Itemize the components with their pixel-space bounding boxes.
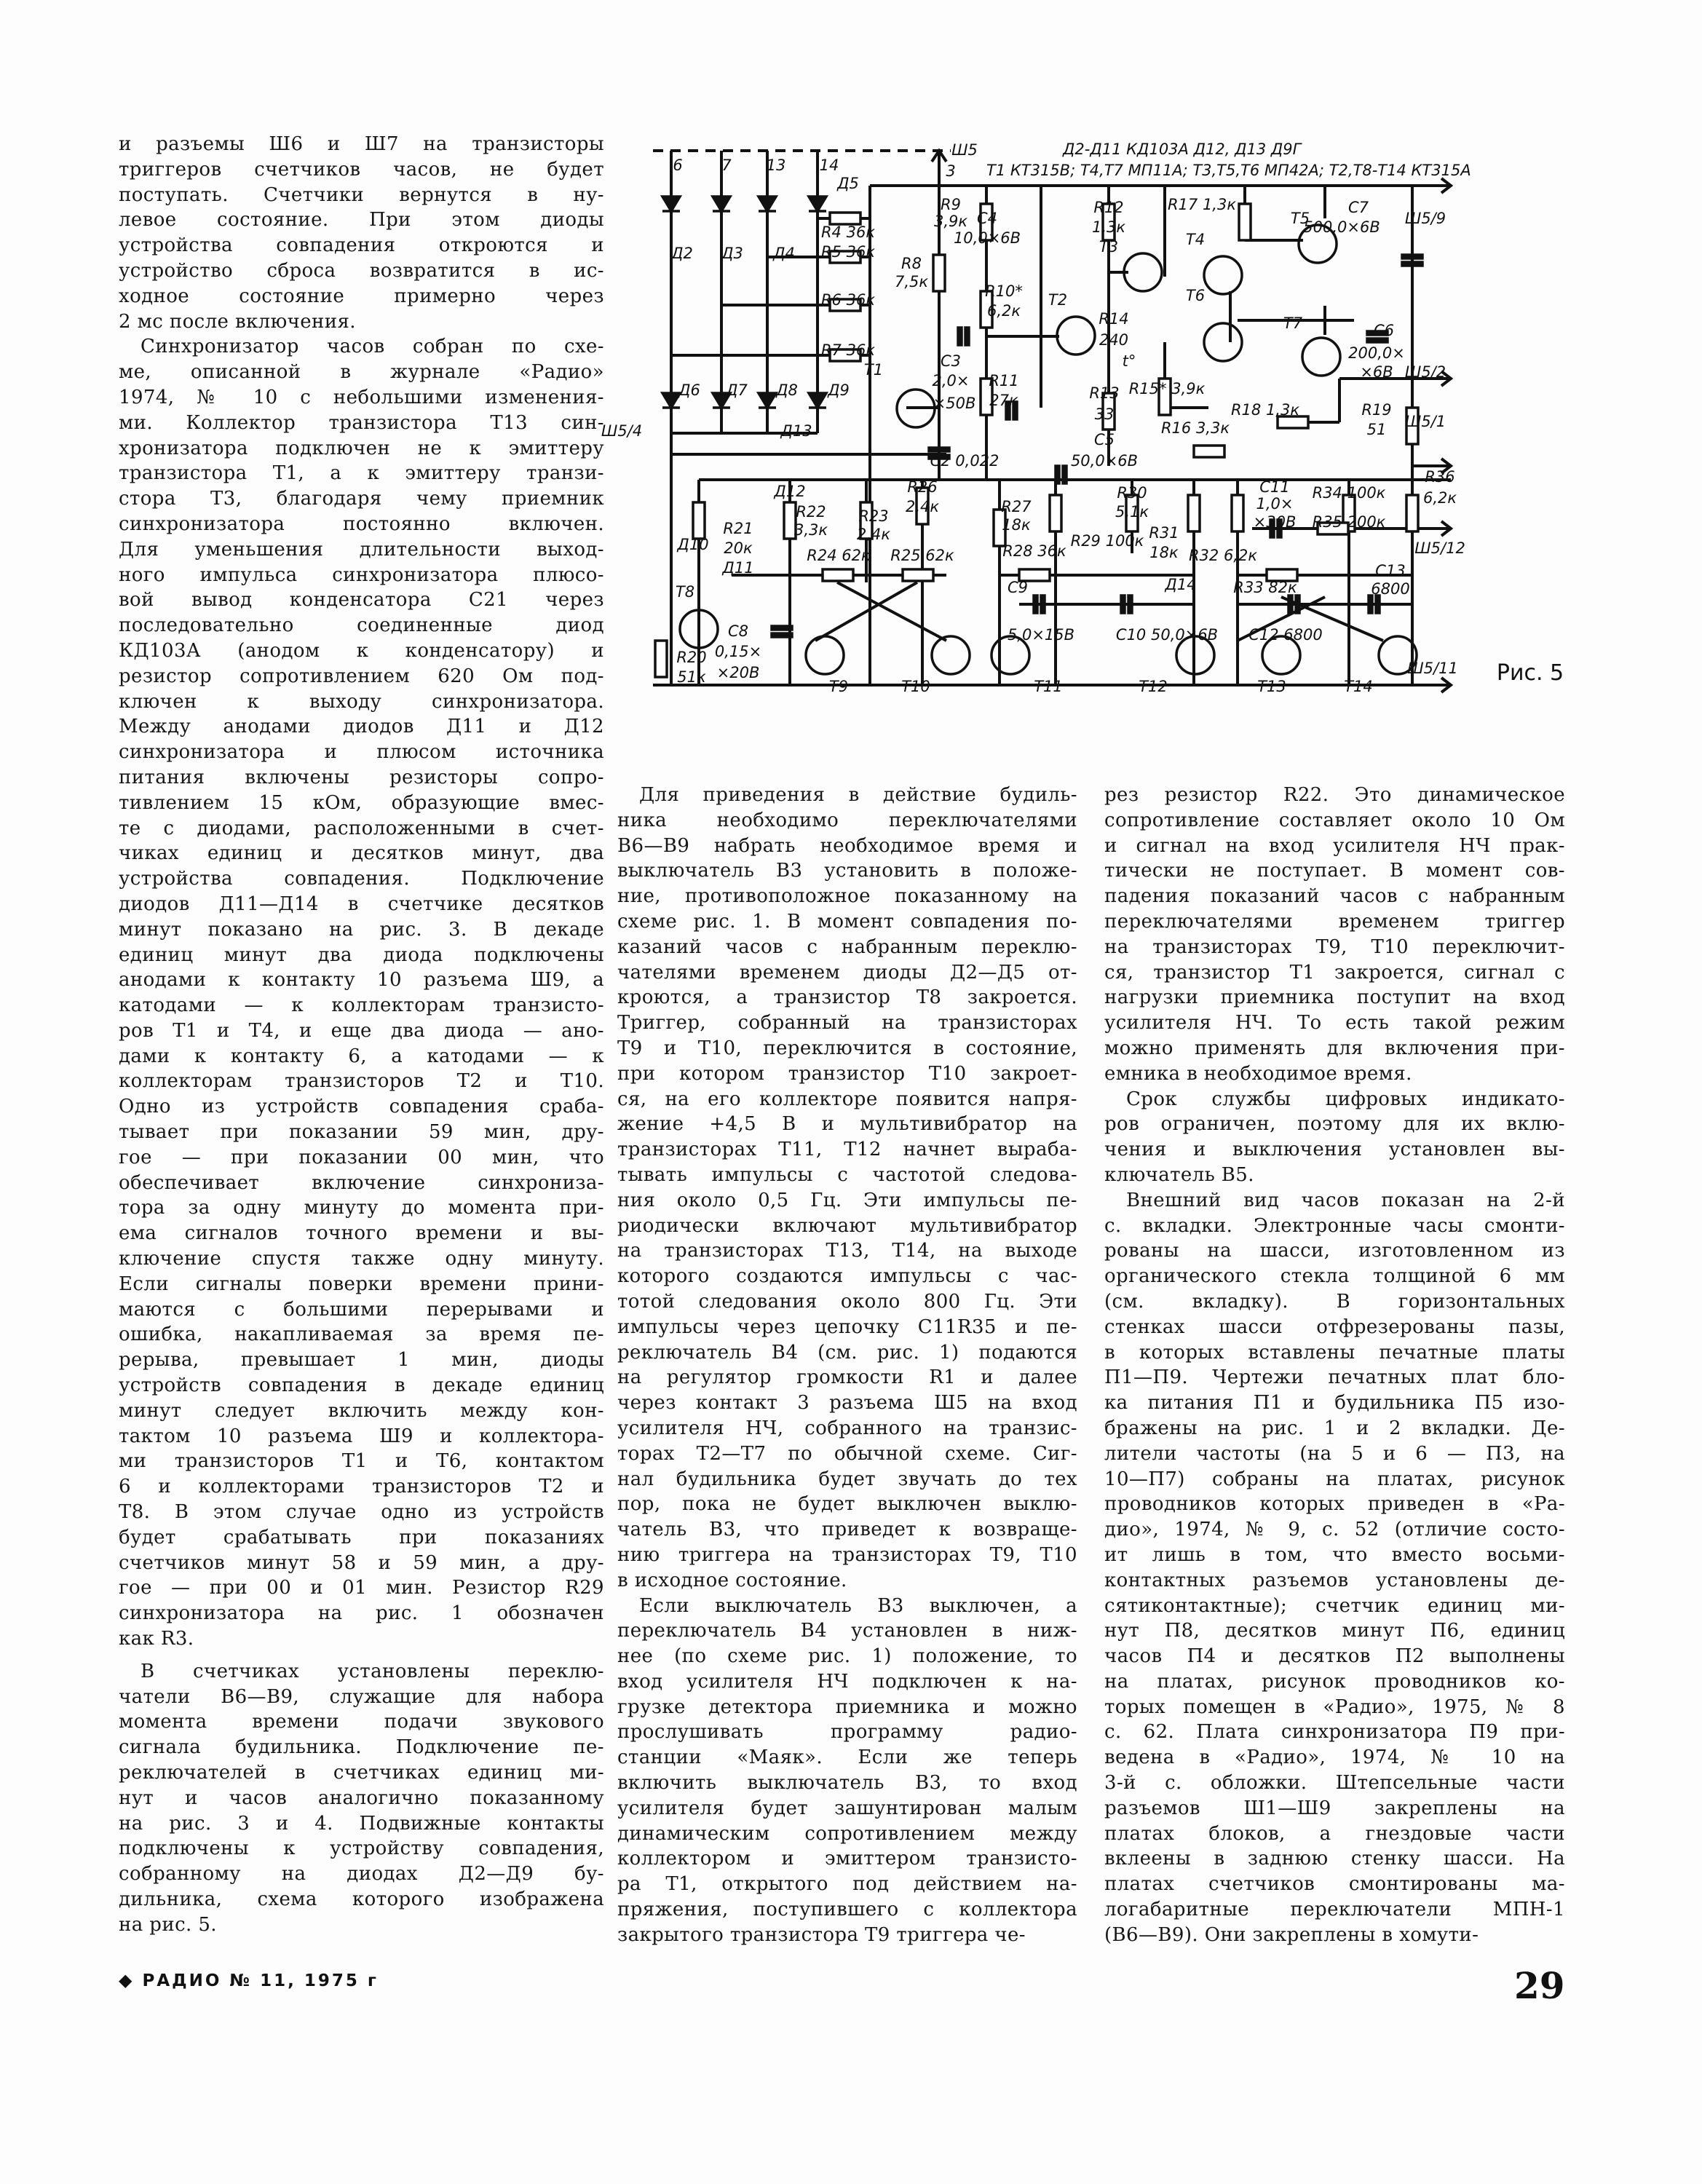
- text-line: можно применять для включения при-: [1104, 1037, 1565, 1059]
- text-line: Если выключатель В3 выключен, а: [639, 1594, 1077, 1617]
- schematic-label: С8: [727, 622, 749, 640]
- schematic-label: R29 100к: [1070, 532, 1144, 550]
- text-line: схеме рис. 1. В момент совпадения по-: [617, 910, 1077, 933]
- text-line: реключателей в счетчиках единиц ми-: [119, 1762, 604, 1784]
- schematic-label: Ш5/11: [1407, 660, 1458, 677]
- text-line: станции «Маяк». Если же теперь: [617, 1746, 1077, 1769]
- schematic-label: 2,4к: [856, 526, 891, 543]
- schematic-label: 14: [819, 157, 839, 174]
- schematic-label: Д13: [780, 422, 812, 440]
- text-line: тора за одну минуту до момента при-: [119, 1197, 604, 1219]
- paragraph: [617, 783, 1077, 1594]
- schematic-label: С5: [1093, 431, 1115, 448]
- text-line: диодов Д11—Д14 в счетчике десятков: [119, 893, 604, 915]
- text-line: 1974, № 10 с небольшими изменения-: [119, 386, 604, 408]
- text-line: ключен к выходу синхронизатора.: [119, 690, 604, 713]
- text-line: дильника, схема которого изображена: [119, 1888, 604, 1910]
- schematic-label: R28 36к: [1002, 542, 1066, 560]
- text-line: нию триггера на транзисторах Т9, Т10: [617, 1543, 1077, 1566]
- text-line: устройства совпадения. Подключение: [119, 868, 604, 890]
- text-line: В6—В9 набрать необходимое время и: [617, 834, 1077, 857]
- schematic-label: 18к: [1149, 544, 1179, 561]
- text-line: тически не поступает. В момент сов-: [1104, 860, 1565, 882]
- schematic-label: Ш5/12: [1414, 539, 1465, 557]
- text-line: переключатель В4 установлен в ниж-: [617, 1620, 1077, 1642]
- text-line: устройства совпадения откроются и: [119, 234, 604, 257]
- schematic-label: С7: [1347, 199, 1369, 216]
- text-line: (см. вкладку). В горизонтальных: [1104, 1290, 1565, 1313]
- text-line: через контакт 3 разъема Ш5 на вход: [617, 1392, 1077, 1415]
- text-line: минут показано на рис. 3. В декаде: [119, 918, 604, 941]
- paragraph: [119, 1659, 604, 1938]
- text-line: дио», 1974, № 9, с. 52 (отличие состо-: [1104, 1519, 1565, 1541]
- text-line: триггеров счетчиков часов, не будет: [119, 158, 604, 181]
- diamond-icon: ◆: [119, 1970, 132, 1990]
- schematic-label: Д3: [721, 245, 743, 262]
- schematic-label: 6,2к: [986, 302, 1021, 320]
- schematic-label: R18 1,3к: [1230, 401, 1300, 419]
- text-line: рез резистор R22. Это динамическое: [1104, 784, 1565, 806]
- schematic-label: R12: [1093, 199, 1124, 216]
- text-line: счетчиков минут 58 и 59 мин, а дру-: [119, 1551, 604, 1574]
- schematic-label: R32 6,2к: [1188, 547, 1258, 564]
- text-line: контактных разъемов установлены де-: [1104, 1569, 1565, 1591]
- schematic-label: С3: [940, 352, 962, 370]
- schematic-label: 50,0×6В: [1070, 452, 1139, 470]
- schematic-label: ×30В: [1253, 513, 1297, 531]
- schematic-label: Д2: [671, 245, 693, 262]
- text-line: коллекторам транзисторов Т2 и Т10.: [119, 1070, 604, 1093]
- text-line: тактом 10 разъема Ш9 и коллектора-: [119, 1425, 604, 1447]
- schematic-label: 51к: [677, 668, 706, 686]
- text-line: маются с большими перерывами и: [119, 1298, 604, 1321]
- schematic-label: Т14: [1344, 678, 1373, 695]
- text-line: ра Т1, открытого под действием на-: [617, 1873, 1077, 1896]
- text-line: катодами — к коллекторам транзисто-: [119, 994, 604, 1017]
- text-line: Для приведения в действие будиль-: [639, 784, 1077, 806]
- text-line: прослушивать программу радио-: [617, 1721, 1077, 1744]
- schematic-label: С4: [976, 210, 998, 227]
- text-line: тивлением 15 кОм, образующие вмес-: [119, 791, 604, 814]
- text-line: вклеены в заднюю стенку шасси. На: [1104, 1848, 1565, 1870]
- text-line: в исходное состояние.: [617, 1569, 847, 1591]
- text-line: стенках шасси отфрезерованы пазы,: [1104, 1315, 1565, 1338]
- text-line: анодами к контакту 10 разъема Ш9, а: [119, 969, 604, 992]
- text-line: ние, противоположное показанному на: [617, 885, 1077, 908]
- text-line: Срок службы цифровых индикато-: [1126, 1088, 1565, 1110]
- text-line: Если сигналы поверки времени прини-: [119, 1273, 604, 1295]
- schematic-label: С11: [1259, 478, 1290, 496]
- text-line: динамическим сопротивлением между: [617, 1822, 1077, 1845]
- text-line: емника в необходимое время.: [1104, 1062, 1412, 1085]
- schematic-label: R4 36к: [820, 223, 876, 241]
- text-line: проводников которых приведен в «Ра-: [1104, 1493, 1565, 1516]
- text-line: в которых вставлены печатные платы: [1104, 1341, 1565, 1364]
- text-line: тывать импульсы с частотой следова-: [617, 1163, 1077, 1186]
- schematic-label: 6,2к: [1422, 489, 1457, 507]
- text-line: Для уменьшения длительности выход-: [119, 538, 604, 561]
- text-line: нут П8, десятков минут П6, единиц: [1104, 1620, 1565, 1642]
- text-line: вой вывод конденсатора С21 через: [119, 589, 604, 612]
- text-line: последовательно соединенные диод: [119, 614, 604, 637]
- text-line: на транзисторах Т9, Т10 переключит-: [1104, 935, 1565, 958]
- text-line: синхронизатора постоянно включен.: [119, 513, 604, 535]
- text-line: чатели В6—В9, служащие для набора: [119, 1685, 604, 1708]
- schematic-label: Д7: [726, 381, 748, 399]
- schematic-label: Т1: [863, 361, 884, 379]
- paragraph: [1104, 1087, 1565, 1188]
- text-line: грузке детектора приемника и можно: [617, 1696, 1077, 1718]
- text-line: часов П4 и десятков П2 выполнены: [1104, 1645, 1565, 1668]
- schematic-label: 7,5к: [894, 273, 929, 290]
- text-line: разъемов Ш1—Ш9 закреплены на: [1104, 1797, 1565, 1819]
- schematic-label: С13: [1375, 562, 1406, 579]
- figure-caption: Рис. 5: [1496, 660, 1564, 686]
- schematic-label: С9: [1007, 579, 1029, 596]
- schematic-label: R27: [1001, 498, 1032, 515]
- schematic-label: 3,3к: [793, 521, 828, 539]
- text-column-middle: [617, 783, 1077, 1948]
- text-line: Триггер, собранный на транзисторах: [617, 1012, 1077, 1034]
- text-line: устройств совпадения в декаде единиц: [119, 1374, 604, 1397]
- text-line: транзисторах Т11, Т12 начнет выраба-: [617, 1139, 1077, 1161]
- text-line: с. 62. Плата синхронизатора П9 при-: [1104, 1721, 1565, 1744]
- text-line: собранному на диодах Д2—Д9 бу-: [119, 1863, 604, 1886]
- schematic-label: t°: [1122, 352, 1136, 370]
- text-line: ка питания П1 и будильника П5 изо-: [1104, 1392, 1565, 1415]
- text-line: лители частоты (на 5 и 6 — П3, на: [1104, 1442, 1565, 1465]
- text-line: и разъемы Ш6 и Ш7 на транзисторы: [119, 133, 604, 155]
- schematic-label: R14: [1099, 310, 1129, 328]
- schematic-label: С6: [1373, 322, 1395, 339]
- schematic-label: Д8: [776, 381, 798, 399]
- text-line: как R3.: [119, 1628, 194, 1650]
- text-line: ся, транзистор Т1 закроется, сигнал с: [1104, 961, 1565, 984]
- schematic-label: Т2: [1048, 291, 1068, 309]
- text-line: дами к контакту 6, а катодами — к: [119, 1045, 604, 1067]
- schematic-label: 500,0×6В: [1303, 218, 1380, 236]
- text-line: чатель В3, что приведет к возвраще-: [617, 1519, 1077, 1541]
- text-line: рерыва, превышает 1 мин, диоды: [119, 1349, 604, 1372]
- text-line: КД103А (анодом к конденсатору) и: [119, 639, 604, 662]
- schematic-label: С2 0,022: [930, 452, 1000, 470]
- text-line: органического стекла толщиной 6 мм: [1104, 1265, 1565, 1288]
- text-line: Т8. В этом случае одно из устройств: [119, 1501, 604, 1524]
- schematic-label: R10*: [985, 282, 1023, 300]
- text-line: Одно из устройств совпадения сраба-: [119, 1096, 604, 1118]
- schematic-label: 2,4к: [905, 498, 940, 515]
- text-line: и сигнал на вход усилителя НЧ прак-: [1104, 834, 1565, 857]
- text-line: с. вкладки. Электронные часы смонти-: [1104, 1214, 1565, 1237]
- text-line: ходное состояние примерно через: [119, 285, 604, 307]
- text-line: стора Т3, благодаря чему приемник: [119, 488, 604, 510]
- schematic-header-diodes: Д2-Д11 КД103А Д12, Д13 Д9Г: [1063, 141, 1302, 158]
- text-line: включить выключатель В3, то вход: [617, 1772, 1077, 1795]
- text-line: нее (по схеме рис. 1) положение, то: [617, 1645, 1077, 1668]
- footer-issue: РАДИО № 11, 1975 г: [142, 1971, 379, 1990]
- schematic-label: 18к: [1002, 516, 1031, 534]
- text-line: закрытого транзистора Т9 триггера че-: [617, 1923, 1026, 1946]
- schematic-label: Т11: [1034, 678, 1063, 695]
- text-line: ключатель В5.: [1104, 1163, 1254, 1186]
- schematic-label: 200,0×: [1348, 344, 1405, 362]
- text-line: синхронизатора и плюсом источника: [119, 741, 604, 764]
- text-line: ров ограничен, поэтому для их вклю-: [1104, 1113, 1565, 1136]
- text-line: ит лишь в том, что вместо восьми-: [1104, 1543, 1565, 1566]
- text-line: Между анодами диодов Д11 и Д12: [119, 716, 604, 738]
- schematic-label: 1,0×: [1256, 495, 1294, 513]
- text-line: на регулятор громкости R1 и далее: [617, 1366, 1077, 1389]
- schematic-label: R36: [1425, 468, 1455, 486]
- schematic-label: R35 200к: [1312, 513, 1386, 531]
- text-line: синхронизатора на рис. 1 обозначен: [119, 1602, 604, 1625]
- schematic-label: Д10: [677, 536, 709, 553]
- schematic-label: 10,0×6В: [953, 229, 1021, 247]
- schematic-label: R9: [941, 196, 961, 213]
- text-line: Внешний вид часов показан на 2-й: [1126, 1189, 1565, 1211]
- text-line: устройство сброса возвратится в ис-: [119, 259, 604, 282]
- schematic-label: Ш5/9: [1404, 210, 1446, 227]
- text-line: платах блоков, а гнездовые части: [1104, 1822, 1565, 1845]
- text-line: чения и выключения установлен вы-: [1104, 1139, 1565, 1161]
- schematic-label: Д6: [678, 381, 700, 399]
- text-line: нал будильника будет звучать до тех: [617, 1468, 1077, 1490]
- text-line: усилителя НЧ. То есть такой режим: [1104, 1012, 1565, 1034]
- text-line: будет срабатывать при показаниях: [119, 1526, 604, 1548]
- schematic-label: R11: [989, 372, 1019, 389]
- text-line: пряжения, поступившего с коллектора: [617, 1899, 1077, 1921]
- schematic-label: R33 82к: [1233, 579, 1297, 596]
- text-line: переключателями временем триггер: [1104, 910, 1565, 933]
- schematic-header-transistors: Т1 КТ315В; Т4,Т7 МП11А; Т3,Т5,Т6 МП42А; Т2,Т8-Т14 КТ315А: [986, 162, 1471, 179]
- text-line: поступать. Счетчики вернутся в ну-: [119, 183, 604, 206]
- paragraph: [119, 334, 604, 1651]
- schematic-label: R25 62к: [890, 547, 954, 564]
- schematic-label: Т6: [1185, 287, 1206, 304]
- text-column-left: [119, 132, 604, 1938]
- schematic-label: Ш5/2: [1404, 363, 1446, 381]
- schematic-label: Ш5/4: [601, 422, 643, 440]
- schematic-label: Т10: [901, 678, 930, 695]
- circuit-schematic-figure: [601, 138, 1602, 721]
- text-line: момента времени подачи звукового: [119, 1711, 604, 1733]
- schematic-label: ×50В: [933, 395, 976, 412]
- text-column-right: [1104, 783, 1565, 1948]
- text-line: Синхронизатор часов собран по схе-: [140, 336, 604, 358]
- text-line: коллектором и эмиттером транзисто-: [617, 1848, 1077, 1870]
- schematic-label: R31: [1149, 524, 1179, 542]
- text-line: транзистора Т1, а к эмиттеру транзи-: [119, 462, 604, 485]
- schematic-label: Д4: [773, 245, 795, 262]
- schematic-label: Т4: [1185, 231, 1206, 248]
- schematic-label: R24 62к: [807, 547, 871, 564]
- schematic-label: 6800: [1371, 580, 1410, 598]
- schematic-label: 5,1к: [1115, 503, 1149, 521]
- text-line: реключатель В4 (см. рис. 1) подаются: [617, 1341, 1077, 1364]
- page-number: 29: [1514, 1964, 1565, 2007]
- text-line: П1—П9. Чертежи печатных плат бло-: [1104, 1366, 1565, 1389]
- schematic-label: Д9: [828, 381, 850, 399]
- schematic-label: 27к: [989, 392, 1018, 409]
- schematic-label: 51: [1366, 421, 1387, 438]
- text-line: на рис. 5.: [119, 1913, 217, 1936]
- text-line: на рис. 3 и 4. Подвижные контакты: [119, 1812, 604, 1835]
- schematic-label: R22: [796, 503, 826, 521]
- text-line: сигнала будильника. Подключение пе-: [119, 1736, 604, 1759]
- schematic-label: R5 36к: [820, 243, 876, 261]
- text-line: при котором транзистор Т10 закроет-: [617, 1062, 1077, 1085]
- text-line: В счетчиках установлены переклю-: [140, 1660, 604, 1682]
- schematic-label: R6 36к: [820, 291, 876, 309]
- schematic-label: С10 50,0×6В: [1115, 626, 1219, 644]
- schematic-label: 240: [1099, 331, 1129, 349]
- text-line: импульсы через цепочку С11R35 и пе-: [617, 1315, 1077, 1338]
- schematic-label: Т8: [675, 583, 695, 601]
- schematic-label: ×6В: [1360, 363, 1393, 381]
- text-line: тывает при показании 59 мин, дру-: [119, 1121, 604, 1144]
- schematic-label: R17 1,3к: [1167, 196, 1237, 213]
- text-line: которого создаются импульсы с час-: [617, 1265, 1077, 1288]
- page-footer: [119, 1970, 379, 1990]
- text-line: гое — при показании 00 мин, что: [119, 1146, 604, 1168]
- diode-icon: [662, 197, 826, 211]
- paragraph: [1104, 783, 1565, 1087]
- schematic-label: 0,15×: [714, 643, 762, 660]
- schematic-label: 5,0×15В: [1007, 626, 1075, 644]
- schematic-label: R7 36к: [820, 341, 876, 359]
- schematic-label: R20: [676, 649, 707, 666]
- text-line: ся, на его коллекторе появится напря-: [617, 1088, 1077, 1110]
- text-line: минут следует включить между кон-: [119, 1399, 604, 1422]
- text-line: ника необходимо переключателями: [617, 809, 1077, 831]
- text-line: тотой следования около 800 Гц. Эти: [617, 1290, 1077, 1313]
- schematic-label: 3: [946, 162, 956, 180]
- text-line: гое — при 00 и 01 мин. Резистор R29: [119, 1577, 604, 1599]
- text-line: ме, описанной в журнале «Радио»: [119, 361, 604, 384]
- text-line: на платах, рисунок проводников ко-: [1104, 1670, 1565, 1693]
- schematic-label: R34 100к: [1312, 484, 1386, 502]
- schematic-label: 7: [721, 157, 732, 174]
- text-line: логабаритные переключатели МПН-1: [1104, 1899, 1565, 1921]
- paragraph: [617, 1594, 1077, 1948]
- text-line: на транзисторах Т13, Т14, на выходе: [617, 1240, 1077, 1262]
- schematic-label: Д5: [837, 175, 859, 192]
- schematic-label: R13: [1089, 384, 1120, 402]
- schematic-label: Т13: [1257, 678, 1286, 695]
- text-line: торах Т2—Т7 по обычной схеме. Сиг-: [617, 1442, 1077, 1465]
- schematic-label: Ш5: [951, 141, 978, 159]
- text-line: рованы на шасси, изготовленном из: [1104, 1240, 1565, 1262]
- paragraph: [119, 132, 604, 334]
- schematic-label: С12 6800: [1248, 626, 1323, 644]
- text-line: резистор сопротивлением 620 Ом под-: [119, 665, 604, 687]
- text-line: те с диодами, расположенными в счет-: [119, 817, 604, 839]
- schematic-label: 13: [766, 157, 786, 174]
- text-line: единиц минут два диода подключены: [119, 943, 604, 966]
- text-line: ния около 0,5 Гц. Эти импульсы пе-: [617, 1189, 1077, 1211]
- text-line: кроются, а транзистор Т8 закроется.: [617, 986, 1077, 1009]
- text-line: усилителя НЧ, собранного на транзис-: [617, 1417, 1077, 1439]
- text-line: бражены на рис. 1 и 2 вкладки. Де-: [1104, 1417, 1565, 1439]
- text-line: питания включены резисторы сопро-: [119, 766, 604, 788]
- text-line: падения показаний часов с набранным: [1104, 885, 1565, 908]
- text-line: ми. Коллектор транзистора Т13 син-: [119, 411, 604, 434]
- text-line: чателями временем диоды Д2—Д5 от-: [617, 961, 1077, 984]
- paragraph: [1104, 1188, 1565, 1948]
- text-line: казаний часов с набранным переклю-: [617, 935, 1077, 958]
- text-line: 2 мс после включения.: [119, 310, 356, 333]
- text-line: нагрузки приемника поступит на вход: [1104, 986, 1565, 1009]
- text-line: жение +4,5 В и мультивибратор на: [617, 1113, 1077, 1136]
- text-line: сятиконтактные); счетчик единиц ми-: [1104, 1594, 1565, 1617]
- schematic-label: R8: [901, 255, 922, 272]
- schematic-label: Д14: [1165, 576, 1197, 593]
- schematic-label: R19: [1361, 401, 1392, 419]
- text-line: ров Т1 и Т4, и еще два диода — ано-: [119, 1019, 604, 1042]
- text-line: Т9 и Т10, переключится в состояние,: [617, 1037, 1077, 1059]
- schematic-label: 33: [1094, 405, 1115, 423]
- text-line: платах счетчиков смонтированы ма-: [1104, 1873, 1565, 1896]
- schematic-label: Т7: [1283, 314, 1303, 332]
- schematic-label: R15* 3,9к: [1128, 380, 1206, 397]
- text-line: 6 и коллекторами транзисторов Т2 и: [119, 1476, 604, 1498]
- schematic-label: R30: [1117, 484, 1147, 502]
- text-line: обеспечивает включение синхрониза-: [119, 1171, 604, 1194]
- text-line: чиках единиц и десятков минут, два: [119, 842, 604, 865]
- text-line: подключены к устройству совпадения,: [119, 1837, 604, 1860]
- text-line: ми транзисторов Т1 и Т6, контактом: [119, 1450, 604, 1473]
- schematic-label: 2,0×: [932, 372, 970, 389]
- text-line: ключение спустя также одну минуту.: [119, 1248, 604, 1270]
- schematic-label: Т12: [1139, 678, 1168, 695]
- text-line: ного импульса синхронизатора плюсо-: [119, 563, 604, 586]
- schematic-label: R23: [858, 507, 889, 525]
- text-line: пор, пока не будет выключен выклю-: [617, 1493, 1077, 1516]
- text-line: риодически включают мультивибратор: [617, 1214, 1077, 1237]
- schematic-label: Т9: [828, 678, 849, 695]
- text-line: 3-й с. обложки. Штепсельные части: [1104, 1772, 1565, 1795]
- schematic-label: R26: [907, 478, 938, 496]
- schematic-label: Т3: [1099, 238, 1119, 256]
- schematic-label: 20к: [724, 539, 753, 557]
- schematic-label: 1,3к: [1091, 218, 1126, 236]
- text-line: выключатель В3 установить в положе-: [617, 860, 1077, 882]
- schematic-label: R21: [723, 520, 753, 537]
- schematic-label: R16 3,3к: [1160, 419, 1230, 437]
- schematic-label: 3,9к: [933, 213, 968, 230]
- text-line: ведена в «Радио», 1974, № 10 на: [1104, 1746, 1565, 1769]
- schematic-label: Д12: [774, 483, 806, 500]
- schematic-label: 6: [673, 157, 683, 174]
- text-line: ошибка, накапливаемая за время пе-: [119, 1324, 604, 1346]
- text-line: хронизатора подключен не к эмиттеру: [119, 437, 604, 459]
- text-line: левое состояние. При этом диоды: [119, 209, 604, 232]
- schematic-label: Д11: [722, 559, 754, 577]
- text-line: (В6—В9). Они закреплены в хомути-: [1104, 1923, 1479, 1946]
- text-line: торых помещен в «Радио», 1975, № 8: [1104, 1696, 1565, 1718]
- text-line: вход усилителя НЧ подключен к на-: [617, 1670, 1077, 1693]
- schematic-label: Ш5/1: [1404, 413, 1446, 430]
- text-line: сопротивление составляет около 10 Ом: [1104, 809, 1565, 831]
- schematic-label: ×20В: [716, 664, 760, 681]
- text-line: 10—П7) собраны на платах, рисунок: [1104, 1468, 1565, 1490]
- text-line: усилителя будет зашунтирован малым: [617, 1797, 1077, 1819]
- text-line: ема сигналов точного времени и вы-: [119, 1222, 604, 1245]
- text-line: нут и часов аналогично показанному: [119, 1787, 604, 1809]
- schematic-label: Т5: [1290, 210, 1310, 227]
